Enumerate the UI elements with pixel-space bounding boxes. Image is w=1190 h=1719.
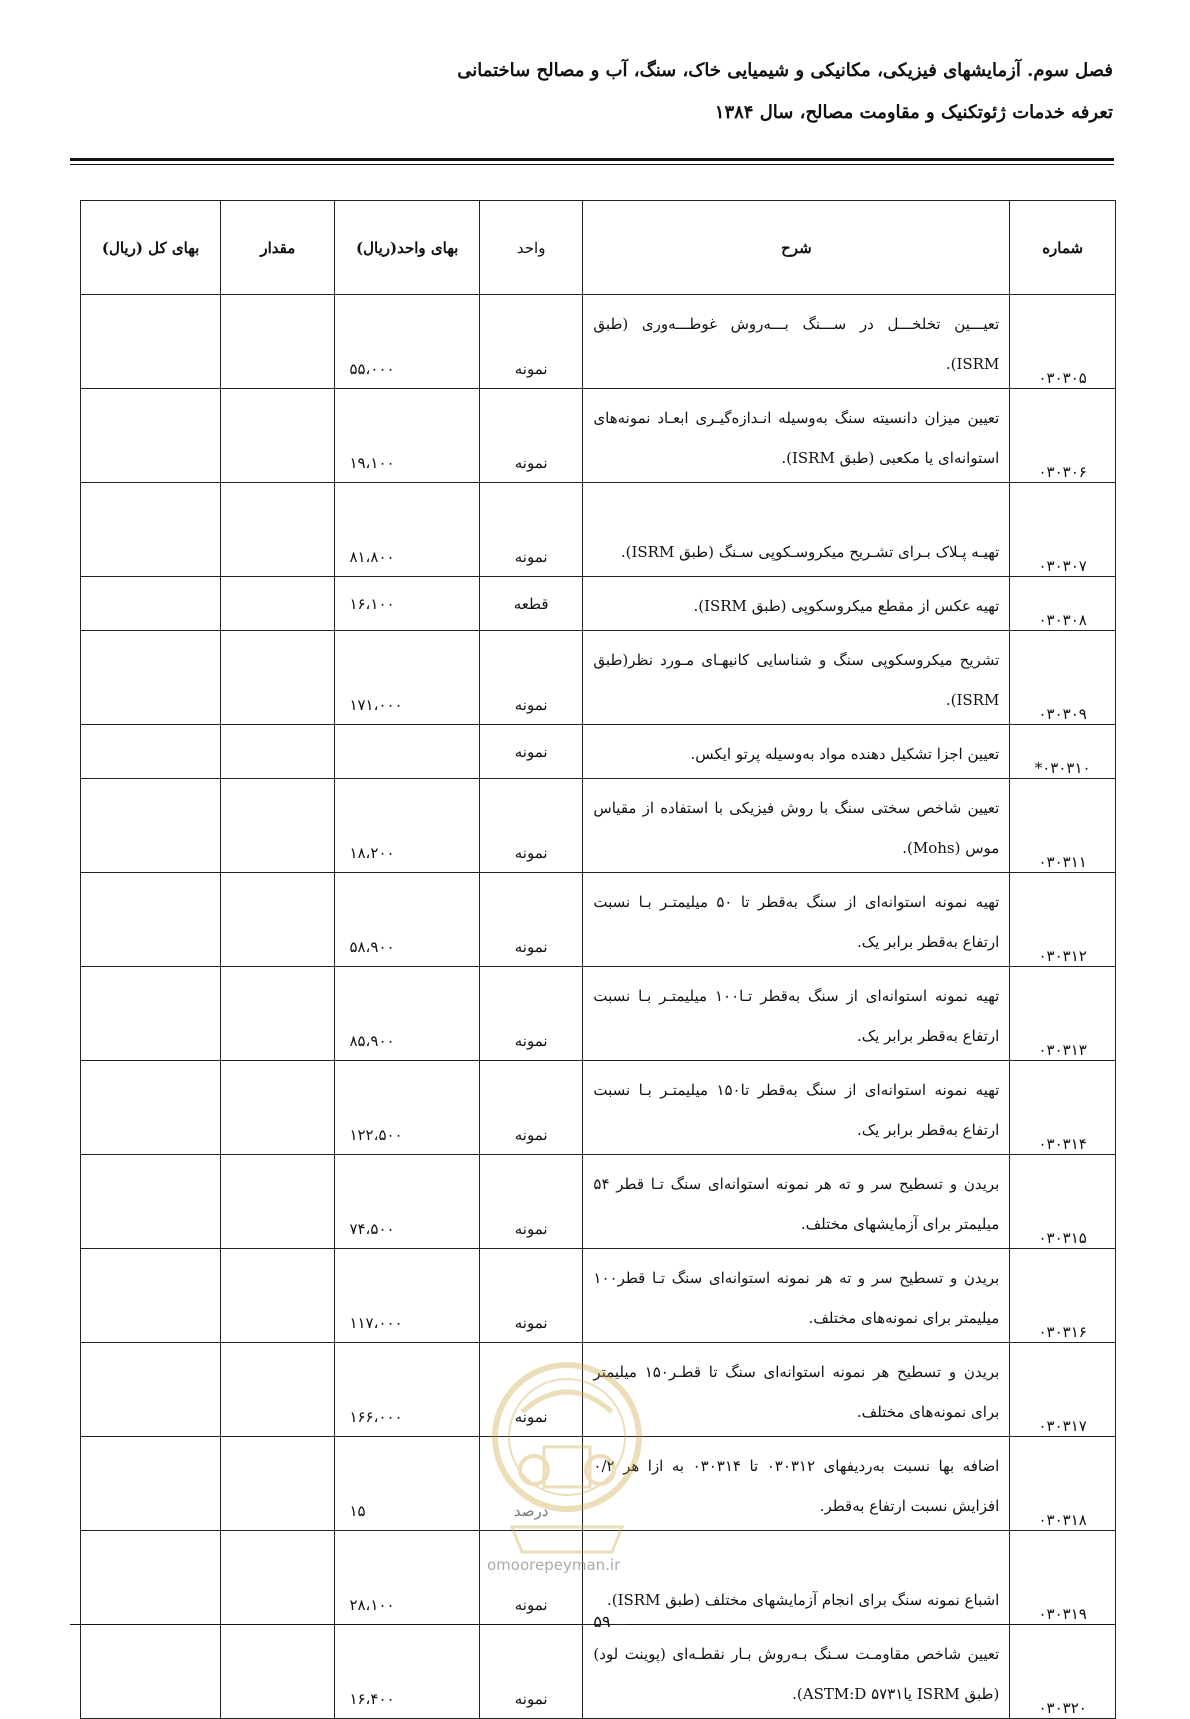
row-total-price: [81, 725, 221, 779]
row-description: تعیین میزان دانسیته سنگ به‌وسیله انـدازه‌گیـری ابعـاد نمونه‌های استوانه‌ای یا مکعبی (طبق ISRM).: [583, 389, 1010, 483]
row-total-price: [81, 1343, 221, 1437]
table-row: [81, 1249, 1116, 1343]
table-row: [81, 631, 1116, 725]
header-total-price: بهای کل (ریال): [81, 201, 221, 295]
row-number: ۰۳۰۳۱۲: [1010, 873, 1116, 967]
row-unit: قطعه: [479, 577, 583, 631]
row-total-price: [81, 1249, 221, 1343]
row-total-price: [81, 1437, 221, 1531]
row-number: ۰۳۰۳۰۹: [1010, 631, 1116, 725]
header-rule-thick: [70, 158, 1114, 161]
row-quantity: [221, 725, 335, 779]
row-description: اشباع نمونه سنگ برای انجام آزمایشهای مختلف (طبق ISRM).: [583, 1531, 1010, 1625]
row-total-price: [81, 873, 221, 967]
row-unit-price: ۱۶،۴۰۰: [335, 1625, 479, 1719]
row-unit: نمونه: [479, 389, 583, 483]
row-unit: نمونه: [479, 1625, 583, 1719]
table-row: [81, 1155, 1116, 1249]
header-quantity: مقدار: [221, 201, 335, 295]
row-description: تعیین شاخص مقاومـت سـنگ بـه‌روش بـار نقطـه‌ای (پوینت لود) (طبق ISRM یا۵۷۳۱ ASTM:D).: [583, 1625, 1010, 1719]
row-description: تعیـــین تخلخـــل در ســـنگ بـــه‌روش غوطـــه‌وری (طبق ISRM).: [583, 295, 1010, 389]
row-total-price: [81, 967, 221, 1061]
table-header-row: [81, 201, 1116, 295]
row-total-price: [81, 577, 221, 631]
row-number: ۰۳۰۳۰۷: [1010, 483, 1116, 577]
row-total-price: [81, 1155, 221, 1249]
row-description: تعیین اجزا تشکیل دهنده مواد به‌وسیله پرتو ایکس.: [583, 725, 1010, 779]
header-rule-thin: [70, 164, 1114, 165]
row-total-price: [81, 631, 221, 725]
row-unit-price: ۲۸،۱۰۰: [335, 1531, 479, 1625]
row-unit-price: ۵۵،۰۰۰: [335, 295, 479, 389]
row-number: ۰۳۰۳۱۱: [1010, 779, 1116, 873]
row-quantity: [221, 1249, 335, 1343]
row-description: تهیـه پـلاک بـرای تشـریح میکروسـکوپی سـنگ (طبق ISRM).: [583, 483, 1010, 577]
table-row: [81, 483, 1116, 577]
row-total-price: [81, 1061, 221, 1155]
row-quantity: [221, 389, 335, 483]
row-description: بریدن و تسطیح سر و ته هر نمونه استوانه‌ای سنگ تـا قطر۱۰۰ میلیمتر برای نمونه‌های مختلف.: [583, 1249, 1010, 1343]
row-quantity: [221, 1625, 335, 1719]
row-quantity: [221, 967, 335, 1061]
table-row: [81, 873, 1116, 967]
row-unit: نمونه: [479, 1343, 583, 1437]
row-quantity: [221, 483, 335, 577]
row-unit-price: ۱۱۷،۰۰۰: [335, 1249, 479, 1343]
row-quantity: [221, 1155, 335, 1249]
row-description: تهیه نمونه استوانه‌ای از سنگ به‌قطر تا ۵۰ میلیمتـر بـا نسبت ارتفاع به‌قطر برابر یک.: [583, 873, 1010, 967]
row-description: بریدن و تسطیح هر نمونه استوانه‌ای سنگ تا قطـر۱۵۰ میلیمتر برای نمونه‌های مختلف.: [583, 1343, 1010, 1437]
table-row: [81, 1531, 1116, 1625]
table-row: [81, 967, 1116, 1061]
row-description: تعیین شاخص سختی سنگ با روش فیزیکی با استفاده از مقیاس موس (Mohs).: [583, 779, 1010, 873]
row-unit: نمونه: [479, 779, 583, 873]
row-quantity: [221, 1531, 335, 1625]
table-row: [81, 725, 1116, 779]
row-number: ۰۳۰۳۰۶: [1010, 389, 1116, 483]
row-total-price: [81, 1625, 221, 1719]
row-total-price: [81, 295, 221, 389]
row-number: ۰۳۰۳۱۴: [1010, 1061, 1116, 1155]
header-unit-price: بهای واحد(ریال): [335, 201, 479, 295]
row-quantity: [221, 295, 335, 389]
footer-rule-right: [626, 1624, 1114, 1625]
row-number: ۰۳۰۳۱۸: [1010, 1437, 1116, 1531]
header-unit: واحد: [479, 201, 583, 295]
row-quantity: [221, 631, 335, 725]
row-unit: نمونه: [479, 1061, 583, 1155]
row-unit: نمونه: [479, 725, 583, 779]
row-unit-price: ۷۴،۵۰۰: [335, 1155, 479, 1249]
row-total-price: [81, 483, 221, 577]
header-number: شماره: [1010, 201, 1116, 295]
row-unit-price: ۱۲۲،۵۰۰: [335, 1061, 479, 1155]
row-unit-price: ۱۶،۱۰۰: [335, 577, 479, 631]
table-row: [81, 1061, 1116, 1155]
row-number: ۰۳۰۳۱۰*: [1010, 725, 1116, 779]
row-unit: نمونه: [479, 873, 583, 967]
row-unit-price: ۱۹،۱۰۰: [335, 389, 479, 483]
row-description: تهیه نمونه استوانه‌ای از سنگ به‌قطر تا۱۵۰ میلیمتـر بـا نسبت ارتفاع به‌قطر برابر یک.: [583, 1061, 1010, 1155]
table-row: [81, 1343, 1116, 1437]
table-row: [81, 1437, 1116, 1531]
row-unit-price: ۸۱،۸۰۰: [335, 483, 479, 577]
row-unit: نمونه: [479, 967, 583, 1061]
row-number: ۰۳۰۳۲۰: [1010, 1625, 1116, 1719]
row-unit-price: ۱۶۶،۰۰۰: [335, 1343, 479, 1437]
row-number: ۰۳۰۳۱۳: [1010, 967, 1116, 1061]
table-row: [81, 779, 1116, 873]
row-unit-price: ۱۸،۲۰۰: [335, 779, 479, 873]
row-description: بریدن و تسطیح سر و ته هر نمونه استوانه‌ای سنگ تـا قطر ۵۴ میلیمتر برای آزمایشهای مختلف.: [583, 1155, 1010, 1249]
table-row: [81, 389, 1116, 483]
row-unit: نمونه: [479, 631, 583, 725]
row-description: تهیه عکس از مقطع میکروسکوپی (طبق ISRM).: [583, 577, 1010, 631]
row-unit-price: ۱۷۱،۰۰۰: [335, 631, 479, 725]
document-title: تعرفه خدمات ژئوتکنیک و مقاومت مصالح، سال ۱۳۸۴: [714, 102, 1113, 123]
table-row: [81, 577, 1116, 631]
row-number: ۰۳۰۳۰۵: [1010, 295, 1116, 389]
row-unit: نمونه: [479, 1249, 583, 1343]
row-number: ۰۳۰۳۱۶: [1010, 1249, 1116, 1343]
row-number: ۰۳۰۳۱۷: [1010, 1343, 1116, 1437]
row-quantity: [221, 873, 335, 967]
page-number: ۵۹: [593, 1612, 611, 1631]
row-unit: نمونه: [479, 1531, 583, 1625]
row-quantity: [221, 1437, 335, 1531]
row-total-price: [81, 389, 221, 483]
row-unit-price: [335, 725, 479, 779]
chapter-title: فصل سوم. آزمایشهای فیزیکی، مکانیکی و شیمیایی خاک، سنگ، آب و مصالح ساختمانی: [457, 60, 1113, 81]
header-description: شرح: [583, 201, 1010, 295]
row-description: تهیه نمونه استوانه‌ای از سنگ به‌قطر تـا۱۰۰ میلیمتـر بـا نسبت ارتفاع به‌قطر برابر یک.: [583, 967, 1010, 1061]
row-quantity: [221, 1061, 335, 1155]
watermark-text: omoorepeyman.ir: [487, 1556, 621, 1574]
table-row: [81, 1625, 1116, 1719]
row-number: ۰۳۰۳۱۹: [1010, 1531, 1116, 1625]
row-unit: نمونه: [479, 1155, 583, 1249]
row-unit-price: ۵۸،۹۰۰: [335, 873, 479, 967]
row-total-price: [81, 779, 221, 873]
page-header: [73, 56, 1113, 128]
row-unit: درصد: [479, 1437, 583, 1531]
row-unit: نمونه: [479, 483, 583, 577]
row-number: ۰۳۰۳۰۸: [1010, 577, 1116, 631]
tariff-table: [80, 200, 1116, 1719]
row-quantity: [221, 1343, 335, 1437]
row-quantity: [221, 779, 335, 873]
row-unit-price: ۱۵: [335, 1437, 479, 1531]
row-description: اضافه بها نسبت به‌ردیفهای ۰۳۰۳۱۲ تا ۰۳۰۳۱۴ به ازا هر ۰/۲ افزایش نسبت ارتفاع به‌قطر.: [583, 1437, 1010, 1531]
row-quantity: [221, 577, 335, 631]
table-row: [81, 295, 1116, 389]
footer-rule-left: [70, 1624, 578, 1625]
row-number: ۰۳۰۳۱۵: [1010, 1155, 1116, 1249]
row-description: تشریح میکروسکوپی سنگ و شناسایی کانیهـای مـورد نظر(طبق ISRM).: [583, 631, 1010, 725]
row-unit-price: ۸۵،۹۰۰: [335, 967, 479, 1061]
row-total-price: [81, 1531, 221, 1625]
row-unit: نمونه: [479, 295, 583, 389]
